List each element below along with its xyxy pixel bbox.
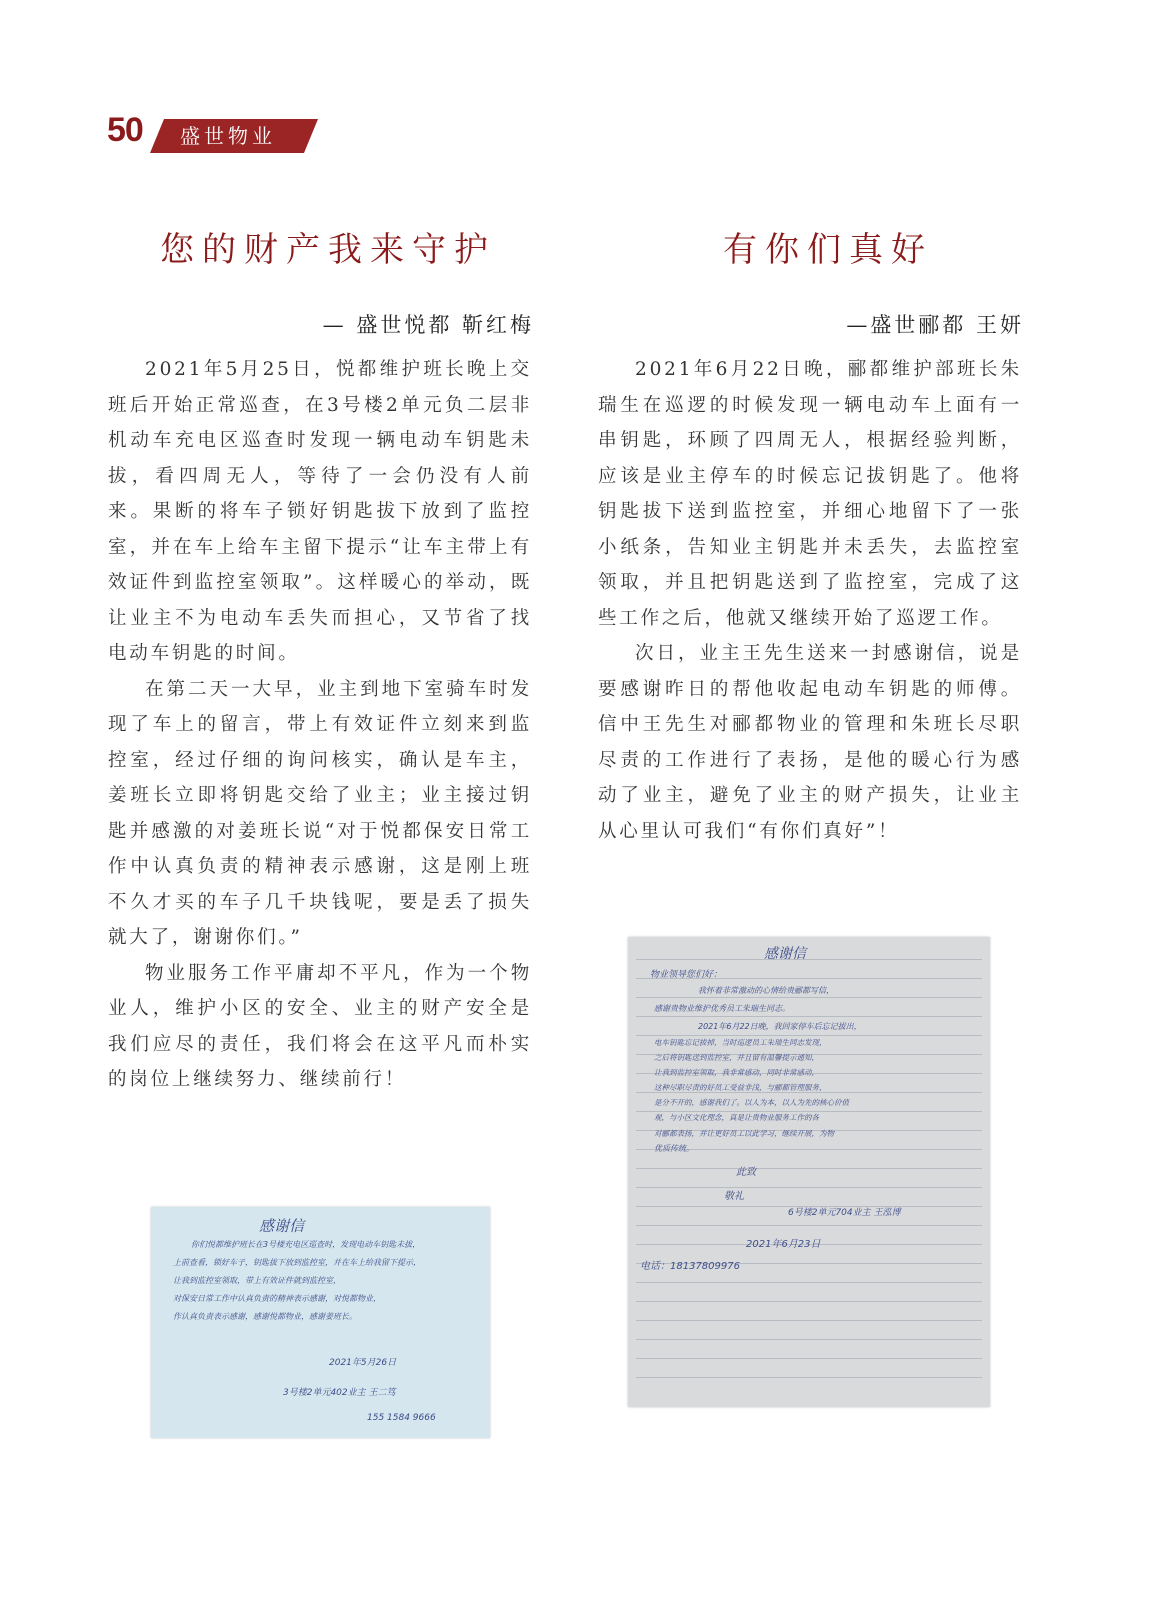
left-paragraph-2: 在第二天一大早，业主到地下室骑车时发现了车上的留言，带上有效证件立刻来到监控室，经过仔细的询问核实，确认是车主，姜班长立即将钥匙交给了业主；业主接过钥匙并感激的对姜班长说“对于悦都保安日常工作中认真负责的精神表示感谢，这是刚上班不久才买的车子几千块钱呢，要是丢了损失就大了，谢谢你们。” — [108, 678, 532, 948]
right-letter-line: 观，与小区文化理念，真是让贵物业服务工作的各 — [654, 1113, 819, 1122]
right-paragraph-2: 次日，业主王先生送来一封感谢信，说是要感谢昨日的帮他收起电动车钥匙的师傅。信中王先生对郦都物业的管理和朱班长尽职尽责的工作进行了表扬，是他的暖心行为感动了业主，避免了业主的财产损失，让业主从心里认可我们“有你们真好”！ — [598, 643, 1022, 842]
left-letter-heading: 感谢信 — [259, 1217, 305, 1235]
right-letter-heading: 感谢信 — [764, 946, 806, 962]
left-letter-signature: 3号楼2单元402业主 王二笃 — [283, 1388, 396, 1398]
left-letter-line: 对保安日常工作中认真负责的精神表示感谢，对悦都物业， — [173, 1294, 381, 1303]
right-article-title: 有你们真好 — [723, 230, 933, 270]
right-letter-line: 此致 — [736, 1167, 756, 1178]
right-letter-line: 让我到监控室领取，我非常感动，同时非常感动， — [654, 1068, 819, 1077]
right-letter-line: 电车钥匙忘记拔掉，当时巡逻员工朱瑞生同志发现， — [654, 1038, 827, 1047]
right-letter-line: 敬礼 — [724, 1191, 744, 1202]
right-letter-line: 感谢贵物业维护优秀员工朱瑞生同志。 — [654, 1004, 790, 1013]
left-article-title: 您的财产我来守护 — [160, 230, 496, 270]
left-letter-line: 让我到监控室领取，带上有效证件就到监控室， — [173, 1276, 341, 1285]
right-letter-signature: 6号楼2单元704业主 王泓博 — [788, 1208, 901, 1218]
right-letter-line: 是分不开的，感谢我们了。以人为本，以人为先的核心价值 — [654, 1098, 849, 1107]
right-article-byline: —盛世郦都 王妍 — [846, 313, 1024, 337]
section-label: 盛世物业 — [180, 124, 276, 148]
right-letter-date: 2021年6月23日 — [746, 1239, 821, 1250]
right-letter-line: 这种尽职尽责的好员工受益非浅，与郦都管理服务， — [654, 1083, 827, 1092]
left-paragraph-1: 2021年5月25日，悦都维护班长晚上交班后开始正常巡查，在3号楼2单元负二层非机动车充电区巡查时发现一辆电动车钥匙未拔，看四周无人，等待了一会仍没有人前来。果断的将车子锁好钥匙拔下放到了监控室，并在车上给车主留下提示“让车主带上有效证件到监控室领取”。这样暖心的举动，既让业主不为电动车丢失而担心，又节省了找电动车钥匙的时间。 — [108, 359, 532, 664]
left-letter-line: 上前查看，锁好车子，钥匙拔下放到监控室，并在车上给我留下提示， — [173, 1258, 421, 1267]
right-letter-phone: 电话：18137809976 — [640, 1261, 740, 1272]
right-letter-line: 优质传统。 — [654, 1144, 694, 1153]
left-article-body — [108, 352, 532, 1098]
right-letter-line: 对郦都表扬，并让更好员工以此学习，继续开展，为物 — [654, 1129, 834, 1138]
right-letter-line: 之后将钥匙送到监控室，并且留有温馨提示通知， — [654, 1053, 819, 1062]
right-letter-line: 2021年6月22日晚，我回家停车后忘记拔出， — [698, 1022, 862, 1031]
right-letter-line: 我怀着非常激动的心情给贵郦都写信， — [698, 986, 834, 995]
left-letter-date: 2021年5月26日 — [329, 1358, 397, 1368]
left-letter-phone: 155 1584 9666 — [367, 1413, 436, 1423]
left-letter-line: 作认真负责表示感谢，感谢悦都物业，感谢姜班长。 — [173, 1312, 357, 1321]
page-number: 50 — [107, 111, 143, 149]
right-thank-you-letter-photo — [628, 937, 990, 1407]
left-paragraph-3: 物业服务工作平庸却不平凡，作为一个物业人，维护小区的安全、业主的财产安全是我们应尽的责任，我们将会在这平凡而朴实的岗位上继续努力、继续前行！ — [108, 962, 532, 1090]
right-paragraph-1: 2021年6月22日晚，郦都维护部班长朱瑞生在巡逻的时候发现一辆电动车上面有一串钥匙，环顾了四周无人，根据经验判断，应该是业主停车的时候忘记拔钥匙了。他将钥匙拔下送到监控室，并细心地留下了一张小纸条，告知业主钥匙并未丢失，去监控室领取，并且把钥匙送到了监控室，完成了这些工作之后，他就又继续开始了巡逻工作。 — [598, 359, 1022, 629]
left-thank-you-letter-photo — [151, 1207, 490, 1438]
right-letter-line: 物业领导您们好： — [650, 970, 723, 980]
left-letter-line: 你们悦都维护班长在3号楼充电区巡查时，发现电动车钥匙未拔， — [191, 1240, 421, 1249]
left-article-byline: — 盛世悦都 靳红梅 — [322, 313, 534, 337]
right-article-body — [598, 352, 1022, 849]
